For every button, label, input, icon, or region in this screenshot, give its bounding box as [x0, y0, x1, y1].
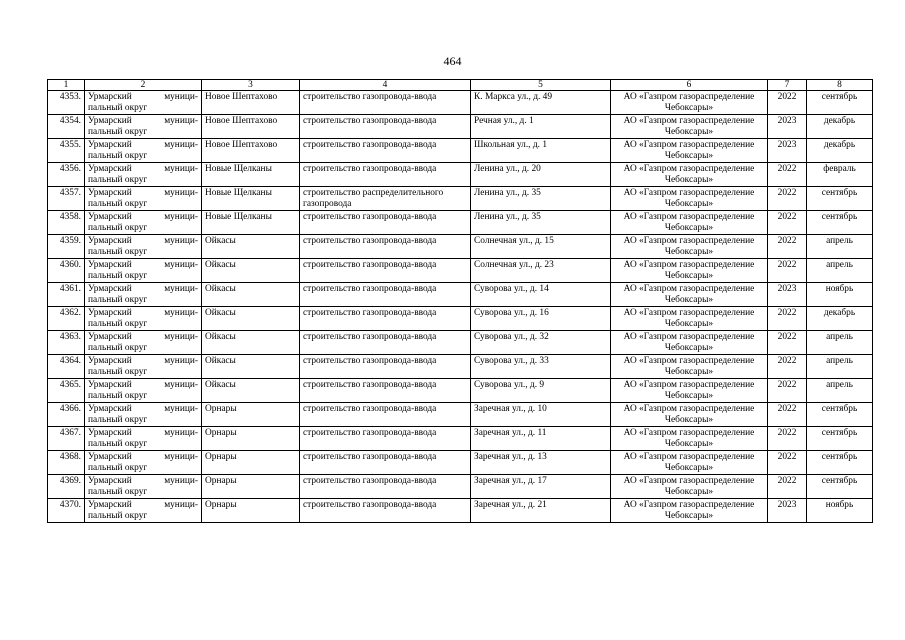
work-cell: строительство газопровода-ввода [300, 379, 471, 403]
table-row [48, 115, 873, 139]
district-suffix: пальный округ [88, 366, 148, 377]
table-row [48, 427, 873, 451]
address-cell: Суворова ул., д. 14 [471, 283, 611, 307]
work-cell: строительство газопровода-ввода [300, 211, 471, 235]
organization-line-1: АО «Газпром газораспределение [623, 116, 755, 127]
organization-line-1: АО «Газпром газораспределение [623, 212, 755, 223]
district-name: Урмарский [88, 188, 132, 199]
month-cell: апрель [807, 379, 873, 403]
district-hyphenated: муници- [164, 140, 198, 151]
year-cell: 2022 [768, 355, 807, 379]
organization-line-2: Чебоксары» [664, 150, 714, 161]
organization-line-1: АО «Газпром газораспределение [623, 500, 755, 511]
settlement-cell: Орнары [202, 403, 300, 427]
organization-line-2: Чебоксары» [664, 318, 714, 329]
district-hyphenated: муници- [164, 476, 198, 487]
header-cell: 6 [611, 80, 768, 91]
district-name: Урмарский [88, 308, 132, 319]
settlement-cell: Новое Шептахово [202, 115, 300, 139]
organization-cell [611, 91, 768, 115]
organization-line-2: Чебоксары» [664, 270, 714, 281]
district-name: Урмарский [88, 500, 132, 511]
district-name: Урмарский [88, 92, 132, 103]
settlement-cell: Новые Щелканы [202, 211, 300, 235]
organization-cell [611, 211, 768, 235]
address-cell: Речная ул., д. 1 [471, 115, 611, 139]
organization-cell [611, 283, 768, 307]
district-name: Урмарский [88, 212, 132, 223]
settlement-cell: Новые Щелканы [202, 163, 300, 187]
row-number: 4359. [48, 235, 85, 259]
district-suffix: пальный округ [88, 318, 148, 329]
organization-line-1: АО «Газпром газораспределение [623, 164, 755, 175]
header-cell: 7 [768, 80, 807, 91]
year-cell: 2022 [768, 211, 807, 235]
district-hyphenated: муници- [164, 500, 198, 511]
table-row [48, 475, 873, 499]
district-cell [85, 331, 202, 355]
address-cell: Ленина ул., д. 20 [471, 163, 611, 187]
work-cell: строительство газопровода-ввода [300, 355, 471, 379]
district-suffix: пальный округ [88, 414, 148, 425]
district-suffix: пальный округ [88, 246, 148, 257]
year-cell: 2022 [768, 427, 807, 451]
district-suffix: пальный округ [88, 198, 148, 209]
district-suffix: пальный округ [88, 486, 148, 497]
district-hyphenated: муници- [164, 260, 198, 271]
district-hyphenated: муници- [164, 116, 198, 127]
district-name: Урмарский [88, 164, 132, 175]
address-cell: К. Маркса ул., д. 49 [471, 91, 611, 115]
year-cell: 2022 [768, 307, 807, 331]
work-cell: строительство газопровода-ввода [300, 427, 471, 451]
organization-cell [611, 331, 768, 355]
header-cell: 5 [471, 80, 611, 91]
district-suffix: пальный округ [88, 462, 148, 473]
header-cell: 8 [807, 80, 873, 91]
year-cell: 2022 [768, 163, 807, 187]
settlement-cell: Орнары [202, 427, 300, 451]
district-suffix: пальный округ [88, 270, 148, 281]
organization-line-2: Чебоксары» [664, 102, 714, 113]
month-cell: ноябрь [807, 499, 873, 523]
district-name: Урмарский [88, 452, 132, 463]
organization-cell [611, 307, 768, 331]
work-cell: строительство газопровода-ввода [300, 475, 471, 499]
organization-cell [611, 187, 768, 211]
address-cell: Суворова ул., д. 33 [471, 355, 611, 379]
settlement-cell: Ойкасы [202, 307, 300, 331]
header-row [48, 80, 873, 91]
district-cell [85, 451, 202, 475]
district-hyphenated: муници- [164, 356, 198, 367]
settlement-cell: Орнары [202, 451, 300, 475]
year-cell: 2022 [768, 403, 807, 427]
address-cell: Заречная ул., д. 21 [471, 499, 611, 523]
district-hyphenated: муници- [164, 236, 198, 247]
work-cell: строительство газопровода-ввода [300, 403, 471, 427]
month-cell: февраль [807, 163, 873, 187]
organization-line-2: Чебоксары» [664, 222, 714, 233]
district-cell [85, 307, 202, 331]
district-suffix: пальный округ [88, 510, 148, 521]
year-cell: 2022 [768, 451, 807, 475]
work-cell: строительство газопровода-ввода [300, 139, 471, 163]
address-cell: Суворова ул., д. 9 [471, 379, 611, 403]
row-number: 4358. [48, 211, 85, 235]
year-cell: 2023 [768, 139, 807, 163]
district-hyphenated: муници- [164, 92, 198, 103]
row-number: 4365. [48, 379, 85, 403]
organization-line-2: Чебоксары» [664, 174, 714, 185]
settlement-cell: Новые Щелканы [202, 187, 300, 211]
month-cell: сентябрь [807, 451, 873, 475]
district-hyphenated: муници- [164, 164, 198, 175]
organization-line-2: Чебоксары» [664, 366, 714, 377]
organization-cell [611, 451, 768, 475]
district-suffix: пальный округ [88, 102, 148, 113]
month-cell: апрель [807, 259, 873, 283]
organization-cell [611, 379, 768, 403]
work-cell: строительство газопровода-ввода [300, 499, 471, 523]
year-cell: 2022 [768, 91, 807, 115]
district-hyphenated: муници- [164, 212, 198, 223]
row-number: 4355. [48, 139, 85, 163]
address-cell: Школьная ул., д. 1 [471, 139, 611, 163]
table-row [48, 235, 873, 259]
district-name: Урмарский [88, 284, 132, 295]
row-number: 4366. [48, 403, 85, 427]
header-cell: 1 [48, 80, 85, 91]
year-cell: 2022 [768, 259, 807, 283]
district-hyphenated: муници- [164, 452, 198, 463]
district-hyphenated: муници- [164, 284, 198, 295]
district-suffix: пальный округ [88, 126, 148, 137]
district-cell [85, 211, 202, 235]
district-hyphenated: муници- [164, 404, 198, 415]
header-cell: 4 [300, 80, 471, 91]
gasification-table [47, 79, 873, 523]
district-cell [85, 283, 202, 307]
district-hyphenated: муници- [164, 428, 198, 439]
header-cell: 2 [85, 80, 202, 91]
year-cell: 2022 [768, 235, 807, 259]
year-cell: 2022 [768, 331, 807, 355]
table-row [48, 163, 873, 187]
district-cell [85, 355, 202, 379]
address-cell: Ленина ул., д. 35 [471, 187, 611, 211]
work-cell: строительство газопровода-ввода [300, 307, 471, 331]
month-cell: сентябрь [807, 403, 873, 427]
organization-cell [611, 163, 768, 187]
district-hyphenated: муници- [164, 308, 198, 319]
organization-line-2: Чебоксары» [664, 510, 714, 521]
organization-line-2: Чебоксары» [664, 126, 714, 137]
work-cell: строительство газопровода-ввода [300, 91, 471, 115]
organization-line-1: АО «Газпром газораспределение [623, 356, 755, 367]
work-cell: строительство распределительного газопровода [300, 187, 471, 211]
district-suffix: пальный округ [88, 438, 148, 449]
organization-line-1: АО «Газпром газораспределение [623, 404, 755, 415]
district-suffix: пальный округ [88, 390, 148, 401]
work-cell: строительство газопровода-ввода [300, 331, 471, 355]
row-number: 4360. [48, 259, 85, 283]
organization-cell [611, 235, 768, 259]
organization-cell [611, 139, 768, 163]
district-name: Урмарский [88, 236, 132, 247]
district-suffix: пальный округ [88, 294, 148, 305]
district-name: Урмарский [88, 116, 132, 127]
year-cell: 2022 [768, 379, 807, 403]
organization-line-2: Чебоксары» [664, 246, 714, 257]
settlement-cell: Ойкасы [202, 235, 300, 259]
table-row [48, 403, 873, 427]
district-name: Урмарский [88, 428, 132, 439]
settlement-cell: Новое Шептахово [202, 139, 300, 163]
year-cell: 2023 [768, 115, 807, 139]
table-row [48, 499, 873, 523]
month-cell: апрель [807, 355, 873, 379]
address-cell: Суворова ул., д. 32 [471, 331, 611, 355]
address-cell: Заречная ул., д. 11 [471, 427, 611, 451]
table-row [48, 451, 873, 475]
organization-line-1: АО «Газпром газораспределение [623, 284, 755, 295]
organization-cell [611, 259, 768, 283]
month-cell: апрель [807, 331, 873, 355]
table-row [48, 307, 873, 331]
row-number: 4357. [48, 187, 85, 211]
work-cell: строительство газопровода-ввода [300, 115, 471, 139]
district-cell [85, 427, 202, 451]
organization-line-1: АО «Газпром газораспределение [623, 92, 755, 103]
settlement-cell: Ойкасы [202, 283, 300, 307]
district-suffix: пальный округ [88, 342, 148, 353]
address-cell: Суворова ул., д. 16 [471, 307, 611, 331]
row-number: 4369. [48, 475, 85, 499]
page-number: 464 [443, 54, 462, 68]
work-cell: строительство газопровода-ввода [300, 163, 471, 187]
settlement-cell: Орнары [202, 475, 300, 499]
organization-line-2: Чебоксары» [664, 414, 714, 425]
organization-cell [611, 355, 768, 379]
district-cell [85, 403, 202, 427]
month-cell: декабрь [807, 115, 873, 139]
month-cell: декабрь [807, 307, 873, 331]
district-name: Урмарский [88, 476, 132, 487]
organization-cell [611, 403, 768, 427]
year-cell: 2023 [768, 499, 807, 523]
organization-cell [611, 499, 768, 523]
organization-cell [611, 475, 768, 499]
organization-line-1: АО «Газпром газораспределение [623, 188, 755, 199]
work-cell: строительство газопровода-ввода [300, 283, 471, 307]
district-cell [85, 163, 202, 187]
settlement-cell: Орнары [202, 499, 300, 523]
organization-line-1: АО «Газпром газораспределение [623, 140, 755, 151]
settlement-cell: Новое Шептахово [202, 91, 300, 115]
district-cell [85, 259, 202, 283]
header-cell: 3 [202, 80, 300, 91]
organization-line-2: Чебоксары» [664, 486, 714, 497]
table-row [48, 355, 873, 379]
settlement-cell: Ойкасы [202, 259, 300, 283]
organization-line-2: Чебоксары» [664, 390, 714, 401]
month-cell: апрель [807, 235, 873, 259]
organization-line-2: Чебоксары» [664, 294, 714, 305]
month-cell: декабрь [807, 139, 873, 163]
table-row [48, 283, 873, 307]
address-cell: Солнечная ул., д. 23 [471, 259, 611, 283]
table-row [48, 331, 873, 355]
month-cell: сентябрь [807, 91, 873, 115]
district-name: Урмарский [88, 260, 132, 271]
settlement-cell: Ойкасы [202, 355, 300, 379]
organization-line-1: АО «Газпром газораспределение [623, 308, 755, 319]
month-cell: сентябрь [807, 187, 873, 211]
organization-line-1: АО «Газпром газораспределение [623, 380, 755, 391]
work-cell: строительство газопровода-ввода [300, 451, 471, 475]
table-row [48, 259, 873, 283]
row-number: 4353. [48, 91, 85, 115]
year-cell: 2022 [768, 187, 807, 211]
address-cell: Заречная ул., д. 10 [471, 403, 611, 427]
district-hyphenated: муници- [164, 188, 198, 199]
row-number: 4363. [48, 331, 85, 355]
district-name: Урмарский [88, 404, 132, 415]
district-name: Урмарский [88, 140, 132, 151]
address-cell: Солнечная ул., д. 15 [471, 235, 611, 259]
table-row [48, 211, 873, 235]
row-number: 4361. [48, 283, 85, 307]
organization-cell [611, 427, 768, 451]
organization-line-1: АО «Газпром газораспределение [623, 260, 755, 271]
district-name: Урмарский [88, 332, 132, 343]
district-cell [85, 499, 202, 523]
row-number: 4356. [48, 163, 85, 187]
address-cell: Заречная ул., д. 17 [471, 475, 611, 499]
district-name: Урмарский [88, 380, 132, 391]
table-row [48, 187, 873, 211]
row-number: 4364. [48, 355, 85, 379]
organization-line-1: АО «Газпром газораспределение [623, 332, 755, 343]
row-number: 4370. [48, 499, 85, 523]
year-cell: 2023 [768, 283, 807, 307]
row-number: 4362. [48, 307, 85, 331]
organization-line-2: Чебоксары» [664, 438, 714, 449]
organization-line-2: Чебоксары» [664, 342, 714, 353]
district-cell [85, 475, 202, 499]
district-hyphenated: муници- [164, 380, 198, 391]
address-cell: Ленина ул., д. 35 [471, 211, 611, 235]
work-cell: строительство газопровода-ввода [300, 259, 471, 283]
organization-line-2: Чебоксары» [664, 198, 714, 209]
organization-line-1: АО «Газпром газораспределение [623, 236, 755, 247]
organization-line-2: Чебоксары» [664, 462, 714, 473]
district-suffix: пальный округ [88, 222, 148, 233]
row-number: 4367. [48, 427, 85, 451]
month-cell: сентябрь [807, 211, 873, 235]
table-row [48, 379, 873, 403]
row-number: 4368. [48, 451, 85, 475]
settlement-cell: Ойкасы [202, 379, 300, 403]
month-cell: сентябрь [807, 475, 873, 499]
work-cell: строительство газопровода-ввода [300, 235, 471, 259]
district-hyphenated: муници- [164, 332, 198, 343]
organization-line-1: АО «Газпром газораспределение [623, 452, 755, 463]
district-cell [85, 235, 202, 259]
district-cell [85, 115, 202, 139]
organization-cell [611, 115, 768, 139]
organization-line-1: АО «Газпром газораспределение [623, 476, 755, 487]
month-cell: ноябрь [807, 283, 873, 307]
organization-line-1: АО «Газпром газораспределение [623, 428, 755, 439]
district-suffix: пальный округ [88, 174, 148, 185]
district-suffix: пальный округ [88, 150, 148, 161]
district-cell [85, 139, 202, 163]
district-cell [85, 91, 202, 115]
settlement-cell: Ойкасы [202, 331, 300, 355]
address-cell: Заречная ул., д. 13 [471, 451, 611, 475]
district-cell [85, 379, 202, 403]
month-cell: сентябрь [807, 427, 873, 451]
row-number: 4354. [48, 115, 85, 139]
year-cell: 2022 [768, 475, 807, 499]
district-name: Урмарский [88, 356, 132, 367]
table-row [48, 91, 873, 115]
table-row [48, 139, 873, 163]
district-cell [85, 187, 202, 211]
